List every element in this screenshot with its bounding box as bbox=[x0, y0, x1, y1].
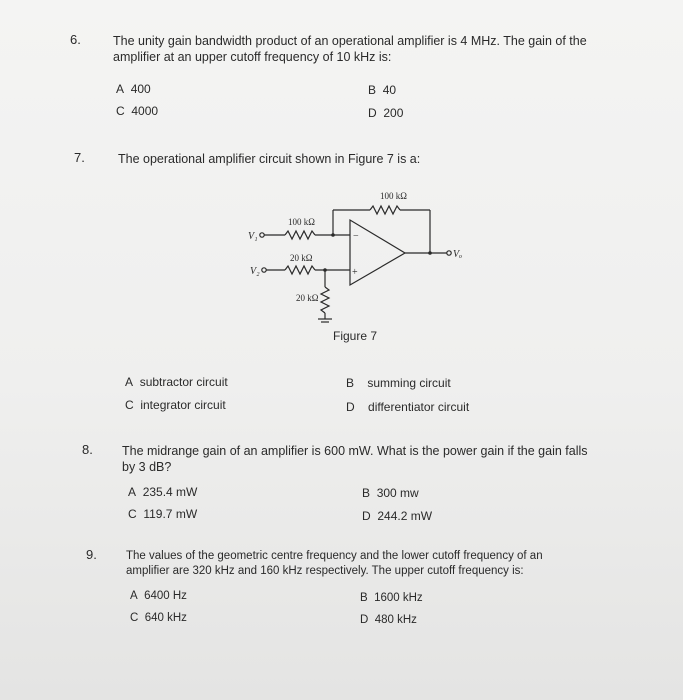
option-letter: D bbox=[362, 509, 371, 523]
option-value: 1600 kHz bbox=[374, 592, 423, 604]
v1-terminal bbox=[260, 233, 264, 237]
option-value: summing circuit bbox=[367, 376, 451, 390]
opamp-circuit-diagram bbox=[230, 185, 470, 330]
question-number: 7. bbox=[74, 150, 85, 165]
option-letter: C bbox=[125, 398, 134, 412]
option-d[interactable] bbox=[368, 106, 403, 120]
option-value: 119.7 mW bbox=[143, 507, 198, 521]
v2-terminal bbox=[262, 268, 266, 272]
inverting-input-sign: − bbox=[353, 231, 359, 242]
question-text: The values of the geometric centre frequency and the lower cutoff frequency of an amplifier are 320 kHz and 160 kHz respectively. The upper cutoff frequency is: bbox=[126, 550, 543, 577]
option-d[interactable] bbox=[360, 614, 417, 626]
option-b[interactable] bbox=[346, 376, 451, 390]
v2-label: V₂ bbox=[250, 266, 260, 277]
input-resistor-20k-label: 20 kΩ bbox=[290, 253, 313, 263]
option-a[interactable] bbox=[130, 590, 187, 602]
option-d[interactable] bbox=[362, 509, 432, 523]
feedback-resistor-100k bbox=[370, 206, 400, 214]
option-letter: C bbox=[128, 507, 137, 521]
feedback-resistor-label: 100 kΩ bbox=[380, 191, 407, 201]
option-letter: A bbox=[125, 375, 134, 389]
opamp-symbol bbox=[350, 220, 405, 285]
option-value: 640 kHz bbox=[144, 612, 187, 624]
v1-label: V₁ bbox=[248, 231, 258, 242]
option-b[interactable] bbox=[362, 486, 419, 500]
option-letter: A bbox=[128, 485, 137, 499]
option-value: 6400 Hz bbox=[144, 590, 187, 602]
vo-label: Vₒ bbox=[453, 249, 462, 260]
option-value: 235.4 mW bbox=[142, 485, 198, 499]
option-value: integrator circuit bbox=[140, 398, 226, 412]
option-letter: A bbox=[130, 590, 138, 602]
question-text: The midrange gain of an amplifier is 600 mW. What is the power gain if the gain falls by 3 dB? bbox=[122, 444, 588, 474]
option-value: 200 bbox=[383, 106, 404, 120]
option-c[interactable] bbox=[125, 398, 226, 412]
option-value: differentiator circuit bbox=[368, 400, 470, 414]
option-a[interactable] bbox=[125, 375, 228, 389]
question-number: 9. bbox=[86, 547, 97, 562]
option-value: 4000 bbox=[131, 104, 159, 118]
option-c[interactable] bbox=[128, 507, 197, 521]
option-b[interactable] bbox=[360, 592, 423, 604]
noninverting-input-sign: + bbox=[352, 267, 358, 278]
option-letter: A bbox=[116, 82, 125, 96]
option-d[interactable] bbox=[346, 400, 469, 414]
question-number: 6. bbox=[70, 32, 81, 47]
option-value: 300 mw bbox=[376, 486, 419, 500]
option-a[interactable] bbox=[116, 82, 151, 96]
option-b[interactable] bbox=[368, 83, 396, 97]
input-resistor-100k bbox=[285, 231, 315, 239]
option-value: subtractor circuit bbox=[139, 375, 228, 389]
question-number: 8. bbox=[82, 442, 93, 457]
option-c[interactable] bbox=[116, 104, 158, 118]
option-value: 400 bbox=[130, 82, 151, 96]
option-c[interactable] bbox=[130, 612, 187, 624]
option-letter: D bbox=[360, 614, 369, 626]
option-letter: D bbox=[346, 400, 355, 414]
ground-resistor-label: 20 kΩ bbox=[296, 293, 319, 303]
option-letter: B bbox=[346, 376, 355, 390]
option-a[interactable] bbox=[128, 485, 197, 499]
ground-resistor-20k bbox=[321, 287, 329, 313]
option-letter: D bbox=[368, 106, 377, 120]
option-value: 480 kHz bbox=[374, 614, 417, 626]
option-value: 40 bbox=[382, 83, 397, 97]
option-letter: C bbox=[130, 612, 139, 624]
input-resistor-100k-label: 100 kΩ bbox=[288, 217, 315, 227]
figure-caption: Figure 7 bbox=[333, 329, 378, 343]
question-text: The unity gain bandwidth product of an operational amplifier is 4 MHz. The gain of the amplifier at an upper cutoff frequency of 10 kHz is: bbox=[113, 34, 587, 64]
input-resistor-20k bbox=[285, 266, 315, 274]
question-text: The operational amplifier circuit shown in Figure 7 is a: bbox=[118, 152, 421, 166]
option-value: 244.2 mW bbox=[377, 509, 433, 523]
vo-terminal bbox=[447, 251, 451, 255]
option-letter: B bbox=[360, 592, 368, 604]
option-letter: C bbox=[116, 104, 125, 118]
option-letter: B bbox=[368, 83, 377, 97]
option-letter: B bbox=[362, 486, 371, 500]
